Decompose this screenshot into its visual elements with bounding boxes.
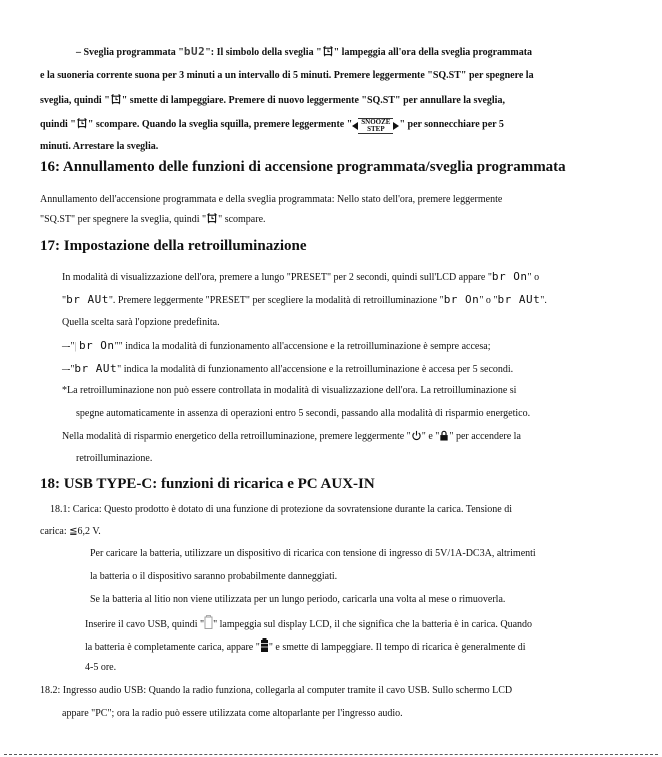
s16-text: " scompare. (218, 214, 266, 225)
lcd-bu2-symbol: bU2 (183, 45, 206, 58)
s17-text: " e " (421, 431, 440, 442)
battery-full-icon (260, 638, 269, 652)
s17-text: " per accendere la (449, 431, 521, 442)
step-label: STEP (367, 125, 385, 133)
s17-line-1 (62, 270, 539, 285)
page-bottom-rule (4, 754, 658, 755)
intro-text: quindi " (40, 119, 76, 130)
intro-text: " lampeggia all'ora della sveglia programmata (333, 47, 533, 58)
s17-text: " o (527, 272, 540, 283)
s17-line-2 (62, 293, 547, 308)
intro-text: ": Il simbolo della sveglia " (205, 47, 322, 58)
s18-text: " e smette di lampeggiare. Il tempo di ricarica è generalmente di (268, 642, 526, 653)
intro-line-2: e la suoneria corrente suona per 3 minuti a un intervallo di 5 minuti. Premere leggermente "SQ.ST" per spegnere la (40, 70, 534, 81)
lcd-br-aut-symbol: br AUt (497, 293, 541, 306)
s17-line-4 (62, 339, 490, 354)
s17-line-5 (62, 362, 513, 377)
s17-text: " o " (479, 295, 498, 306)
s18-line-1: 18.1: Carica: Questo prodotto è dotato di una funzione di protezione da sovratensione durante la carica. Tensione di (50, 504, 513, 515)
alarm-clock-icon (206, 212, 218, 224)
section-18-heading: 18: USB TYPE-C: funzioni di ricarica e PC AUX-IN (40, 476, 375, 492)
s17-line-9: retroilluminazione. (76, 453, 153, 464)
alarm-clock-icon (322, 45, 334, 57)
s17-text: –-" (62, 341, 75, 352)
s18-text: " lampeggia sul display LCD, il che significa che la batteria è in carica. Quando (213, 619, 533, 630)
lcd-separator-bar: | (74, 341, 77, 352)
s17-line-6: *La retroilluminazione non può essere controllata in modalità di visualizzazione dell'ora. La retroilluminazione si (62, 385, 517, 396)
s16-paragraph-line-1: Annullamento dell'accensione programmata e della sveglia programmata: Nello stato dell'ora, premere leggermente (40, 194, 503, 205)
s17-text: Nella modalità di risparmio energetico della retroilluminazione, premere leggermente " (62, 431, 411, 442)
s17-text: In modalità di visualizzazione dell'ora, premere a lungo "PRESET" per 2 secondi, quindi sull'LCD appare " (62, 272, 492, 283)
s18-line-8: 4-5 ore. (85, 662, 117, 673)
s17-text: " indica la modalità di funzionamento all'accensione e la retroilluminazione è accesa per 5 secondi. (117, 364, 514, 375)
s17-text: " (62, 295, 67, 306)
s18-line-10: appare "PC"; ora la radio può essere utilizzata come altoparlante per l'ingresso audio. (62, 708, 403, 719)
intro-text: " smette di lampeggiare. Premere di nuovo leggermente "SQ.ST" per annullare la sveglia, (121, 95, 505, 106)
section-17-heading: 17: Impostazione della retroilluminazione (40, 238, 307, 254)
s17-line-3: Quella scelta sarà l'opzione predefinita. (62, 317, 220, 328)
s18-text: Inserire il cavo USB, quindi " (85, 619, 205, 630)
lcd-br-on-symbol: br On (491, 270, 528, 283)
s18-line-9: 18.2: Ingresso audio USB: Quando la radio funziona, collegarla al computer tramite il cavo USB. Sullo schermo LCD (40, 685, 513, 696)
snooze-label: SNOOZE (361, 118, 391, 126)
s17-text: ". Premere leggermente "PRESET" per scegliere la modalità di retroilluminazione " (108, 295, 444, 306)
battery-empty-icon (204, 615, 213, 629)
s17-text: ". (540, 295, 547, 306)
s16-text: "SQ.ST" per spegnere la sveglia, quindi " (40, 214, 207, 225)
s17-text: "" indica la modalità di funzionamento all'accensione e la retroilluminazione è sempre accesa; (114, 341, 491, 352)
s17-line-8 (62, 430, 521, 444)
lock-icon (439, 430, 449, 441)
s18-line-4: la batteria o il dispositivo saranno probabilmente danneggiati. (90, 571, 338, 582)
s17-text: –-" (62, 364, 75, 375)
s18-line-2: carica: ≦6,2 V. (40, 526, 101, 537)
intro-line-3 (40, 93, 505, 108)
lcd-br-on-symbol: br On (78, 339, 115, 352)
intro-text: sveglia, quindi " (40, 95, 110, 106)
s17-line-7: spegne automaticamente in assenza di operazioni entro 5 secondi, passando alla modalità di risparmio energetico. (76, 408, 531, 419)
s16-paragraph-line-2 (40, 212, 266, 227)
intro-line-4 (40, 117, 504, 134)
intro-line-1 (76, 45, 532, 60)
s18-line-7 (85, 638, 526, 655)
s18-line-5: Se la batteria al litio non viene utilizzata per un lungo periodo, caricarla una volta al mese o rimuoverla. (90, 594, 506, 605)
section-16-heading: 16: Annullamento delle funzioni di accensione programmata/sveglia programmata (40, 159, 566, 175)
s18-text: la batteria è completamente carica, appare " (85, 642, 260, 653)
intro-text: " per sonnecchiare per 5 (399, 119, 504, 130)
snooze-step-button-icon (352, 118, 399, 134)
intro-text: – Sveglia programmata " (76, 47, 184, 58)
lcd-br-aut-symbol: br AUt (74, 362, 118, 375)
lcd-br-aut-symbol: br AUt (66, 293, 109, 306)
intro-line-5: minuti. Arrestare la sveglia. (40, 141, 159, 152)
s18-line-3: Per caricare la batteria, utilizzare un dispositivo di ricarica con tensione di ingresso di 5V/1A-DC3A, altrimenti (90, 548, 536, 559)
power-icon (411, 430, 422, 441)
lcd-br-on-symbol: br On (443, 293, 480, 306)
alarm-clock-icon (110, 93, 122, 105)
alarm-clock-icon (76, 117, 88, 129)
intro-text: " scompare. Quando la sveglia squilla, premere leggermente " (87, 119, 353, 130)
s18-line-6 (85, 615, 532, 632)
